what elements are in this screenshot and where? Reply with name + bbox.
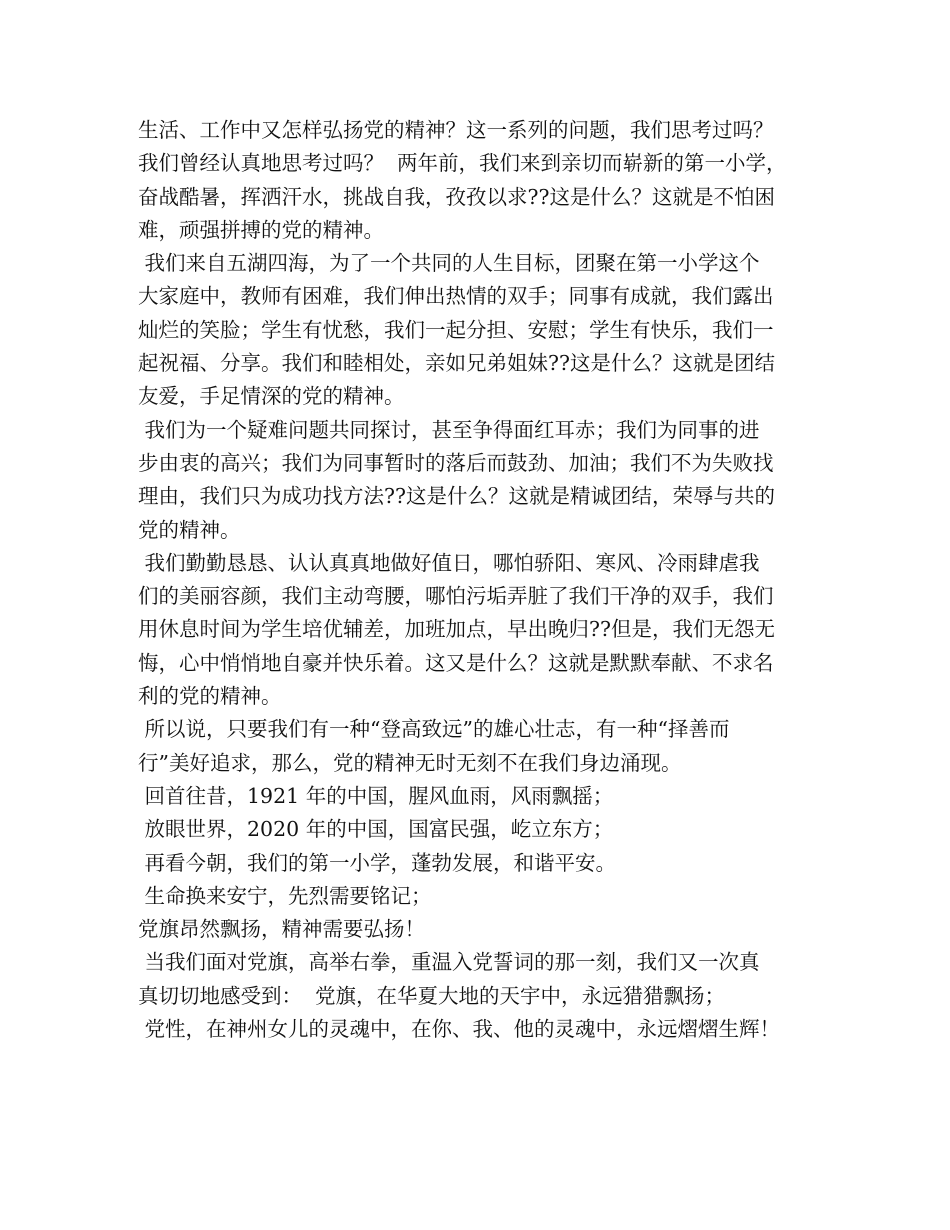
text-line: 放眼世界，2020 年的中国，国富民强，屹立东方； (138, 817, 614, 842)
text-line: 步由衷的高兴；我们为同事暂时的落后而鼓劲、加油；我们不为失败找 (138, 450, 774, 475)
document-body (138, 114, 818, 1046)
text-line: 生活、工作中又怎样弘扬党的精神？这一系列的问题，我们思考过吗？ (138, 118, 774, 142)
text-line: 利的党的精神。 (138, 684, 282, 709)
text-line: 奋战酷暑，挥洒汗水，挑战自我，孜孜以求??这是什么？这就是不怕困 (138, 184, 775, 209)
text-line: 我们勤勤恳恳、认认真真地做好值日，哪怕骄阳、寒风、冷雨肆虐我 (138, 550, 760, 575)
text-line: 回首往昔，1921 年的中国，腥风血雨，风雨飘摇； (138, 783, 614, 808)
text-line: 我们来自五湖四海，为了一个共同的人生目标，团聚在第一小学这个 (138, 251, 760, 276)
text-line: 悔，心中悄悄地自豪并快乐着。这又是什么？这就是默默奉献、不求名 (138, 650, 774, 675)
text-line: 行”美好追求，那么，党的精神无时无刻不在我们身边涌现。 (138, 750, 682, 775)
text-line: 党的精神。 (138, 517, 241, 542)
text-line: 们的美丽容颜，我们主动弯腰，哪怕污垢弄脏了我们干净的双手，我们 (138, 584, 774, 609)
text-line: 用休息时间为学生培优辅差，加班加点，早出晚归??但是，我们无怨无 (138, 617, 775, 642)
text-line: 大家庭中，教师有困难，我们伸出热情的双手；同事有成就，我们露出 (138, 284, 774, 309)
text-line: 再看今朝，我们的第一小学，蓬勃发展，和谐平安。 (138, 850, 617, 875)
text-line: 所以说，只要我们有一种“登高致远”的雄心壮志，有一种“择善而 (138, 717, 730, 742)
text-line: 生命换来安宁，先烈需要铭记； (138, 883, 432, 908)
text-line: 难，顽强拼搏的党的精神。 (138, 217, 384, 242)
text-line: 我们为一个疑难问题共同探讨，甚至争得面红耳赤；我们为同事的进 (138, 417, 760, 442)
text-line: 灿烂的笑脸；学生有忧愁，我们一起分担、安慰；学生有快乐，我们一 (138, 317, 774, 342)
text-line: 理由，我们只为成功找方法??这是什么？这就是精诚团结，荣辱与共的 (138, 484, 775, 509)
text-line: 真切切地感受到： 党旗，在华夏大地的天宇中，永远猎猎飘扬； (138, 983, 726, 1008)
text-line: 当我们面对党旗，高举右拳，重温入党誓词的那一刻，我们又一次真 (138, 950, 760, 975)
text-line: 友爱，手足情深的党的精神。 (138, 384, 405, 409)
text-line: 我们曾经认真地思考过吗？ 两年前，我们来到亲切而崭新的第一小学， (138, 151, 787, 176)
text-line: 起祝福、分享。我们和睦相处，亲如兄弟姐妹??这是什么？这就是团结 (138, 351, 775, 376)
text-line: 党性，在神州女儿的灵魂中，在你、我、他的灵魂中，永远熠熠生辉！ (138, 1017, 781, 1042)
text-line: 党旗昂然飘扬，精神需要弘扬！ (138, 917, 425, 942)
